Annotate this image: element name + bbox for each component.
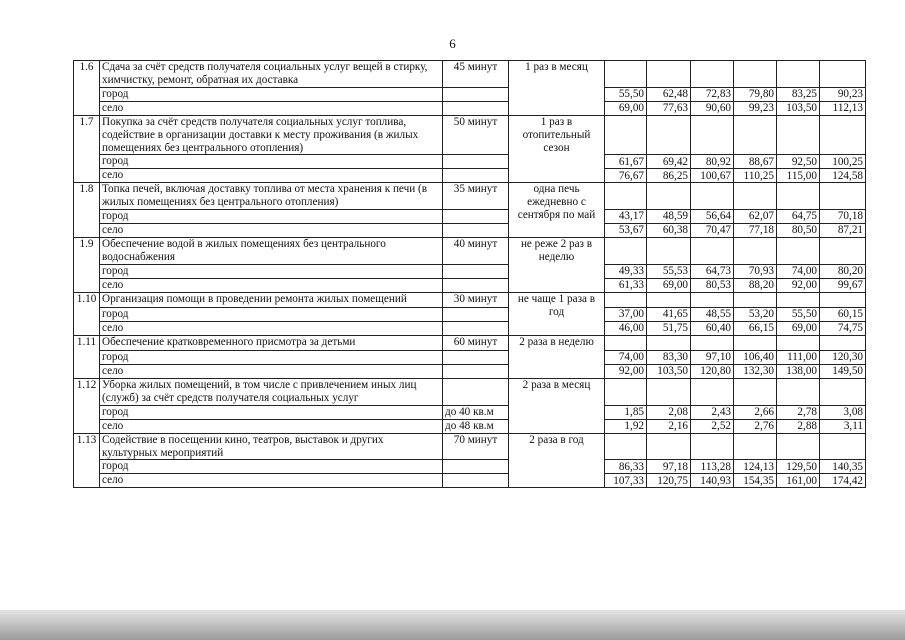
price-cell: 69,00 [777,321,820,335]
price-cell: 120,80 [691,364,734,378]
location-row [74,210,866,224]
price-cell: 129,50 [777,460,820,474]
price-cell: 70,93 [734,264,777,278]
price-empty-cell [820,433,866,460]
price-cell: 80,53 [691,278,734,292]
price-empty-cell [777,335,820,350]
price-cell: 154,35 [734,474,777,488]
price-empty-cell [691,292,734,307]
service-number: 1.9 [74,238,100,293]
price-cell: 115,00 [777,169,820,183]
price-cell: 69,00 [605,101,647,115]
price-cell: 149,50 [820,364,866,378]
service-row [74,378,866,405]
price-empty-cell [605,335,647,350]
price-cell: 61,67 [605,155,647,169]
price-cell: 174,42 [820,474,866,488]
price-cell: 41,65 [647,307,691,321]
price-cell: 66,15 [734,321,777,335]
location-row [74,460,866,474]
price-cell: 132,30 [734,364,777,378]
price-cell: 69,00 [647,278,691,292]
service-number: 1.6 [74,61,100,116]
price-empty-cell [777,61,820,88]
price-cell: 60,38 [647,224,691,238]
price-cell: 80,92 [691,155,734,169]
service-row [74,335,866,350]
service-number: 1.7 [74,115,100,183]
price-cell: 2,78 [777,405,820,419]
area-limit [443,264,509,278]
price-cell: 90,23 [820,87,866,101]
price-cell: 2,52 [691,419,734,433]
location-row [74,405,866,419]
area-limit [443,210,509,224]
location-row [74,264,866,278]
price-cell: 61,33 [605,278,647,292]
price-empty-cell [734,378,777,405]
location-label: город [100,155,443,169]
service-number: 1.11 [74,335,100,378]
frequency: не реже 2 раз в неделю [509,238,605,293]
price-cell: 74,75 [820,321,866,335]
scan-background-edge [0,610,905,640]
frequency: 1 раз в месяц [509,61,605,116]
price-cell: 140,35 [820,460,866,474]
price-empty-cell [605,292,647,307]
area-limit [443,224,509,238]
frequency: 1 раз в отопительный сезон [509,115,605,183]
price-empty-cell [820,378,866,405]
time-norm: 45 минут [443,61,509,88]
price-cell: 113,28 [691,460,734,474]
price-cell: 70,47 [691,224,734,238]
price-empty-cell [777,433,820,460]
price-cell: 92,50 [777,155,820,169]
time-norm: 40 минут [443,238,509,265]
area-limit [443,87,509,101]
price-cell: 76,67 [605,169,647,183]
price-cell: 111,00 [777,350,820,364]
area-limit [443,474,509,488]
frequency: не чаще 1 раза в год [509,292,605,335]
service-number: 1.8 [74,183,100,238]
price-empty-cell [734,292,777,307]
location-row [74,169,866,183]
price-empty-cell [734,61,777,88]
price-cell: 53,20 [734,307,777,321]
location-label: город [100,210,443,224]
price-cell: 138,00 [777,364,820,378]
price-cell: 79,80 [734,87,777,101]
price-empty-cell [647,183,691,210]
price-cell: 120,30 [820,350,866,364]
frequency: 2 раза в год [509,433,605,488]
price-cell: 80,20 [820,264,866,278]
price-cell: 92,00 [777,278,820,292]
location-label: село [100,364,443,378]
service-number: 1.10 [74,292,100,335]
price-cell: 83,30 [647,350,691,364]
price-cell: 51,75 [647,321,691,335]
price-empty-cell [647,61,691,88]
price-empty-cell [820,183,866,210]
price-cell: 99,23 [734,101,777,115]
price-cell: 64,75 [777,210,820,224]
price-cell: 97,10 [691,350,734,364]
price-cell: 53,67 [605,224,647,238]
price-cell: 62,48 [647,87,691,101]
area-limit [443,307,509,321]
price-empty-cell [691,378,734,405]
service-name: Обеспечение водой в жилых помещениях без центрального водоснабжения [100,238,443,265]
price-empty-cell [691,115,734,155]
price-empty-cell [734,335,777,350]
price-empty-cell [820,238,866,265]
location-row [74,321,866,335]
price-empty-cell [734,238,777,265]
price-cell: 83,25 [777,87,820,101]
price-cell: 2,16 [647,419,691,433]
price-cell: 74,00 [605,350,647,364]
price-cell: 112,13 [820,101,866,115]
price-cell: 120,75 [647,474,691,488]
service-row [74,115,866,155]
price-cell: 77,63 [647,101,691,115]
time-norm: 50 минут [443,115,509,155]
price-empty-cell [691,61,734,88]
price-empty-cell [777,292,820,307]
price-cell: 2,66 [734,405,777,419]
price-cell: 70,18 [820,210,866,224]
price-cell: 97,18 [647,460,691,474]
price-cell: 92,00 [605,364,647,378]
price-cell: 74,00 [777,264,820,278]
price-empty-cell [777,238,820,265]
location-row [74,419,866,433]
service-row [74,183,866,210]
price-cell: 103,50 [647,364,691,378]
location-label: город [100,87,443,101]
location-row [74,278,866,292]
services-tariff-table [73,60,866,488]
service-row [74,292,866,307]
price-empty-cell [605,183,647,210]
area-limit [443,460,509,474]
location-row [74,364,866,378]
price-cell: 1,85 [605,405,647,419]
price-empty-cell [777,378,820,405]
area-limit [443,364,509,378]
location-row [74,224,866,238]
area-limit: до 48 кв.м [443,419,509,433]
price-cell: 49,33 [605,264,647,278]
service-row [74,433,866,460]
price-cell: 60,15 [820,307,866,321]
price-cell: 140,93 [691,474,734,488]
price-cell: 46,00 [605,321,647,335]
page-number: 6 [449,36,456,51]
location-label: село [100,169,443,183]
frequency: одна печь ежедневно с сентября по май [509,183,605,238]
location-label: село [100,224,443,238]
area-limit [443,350,509,364]
location-label: город [100,405,443,419]
location-row [74,101,866,115]
service-name: Содействие в посещении кино, театров, выставок и других культурных мероприятий [100,433,443,460]
service-number: 1.12 [74,378,100,433]
location-label: село [100,474,443,488]
price-cell: 72,83 [691,87,734,101]
location-label: село [100,419,443,433]
time-norm: 35 минут [443,183,509,210]
location-row [74,474,866,488]
area-limit [443,169,509,183]
location-label: село [100,321,443,335]
location-row [74,87,866,101]
price-cell: 43,17 [605,210,647,224]
time-norm: 60 минут [443,335,509,350]
price-cell: 124,58 [820,169,866,183]
price-empty-cell [647,238,691,265]
price-cell: 106,40 [734,350,777,364]
price-cell: 90,60 [691,101,734,115]
price-cell: 100,25 [820,155,866,169]
price-cell: 103,50 [777,101,820,115]
price-empty-cell [647,292,691,307]
price-empty-cell [820,61,866,88]
service-number: 1.13 [74,433,100,488]
price-empty-cell [647,115,691,155]
time-norm: 70 минут [443,433,509,460]
location-label: город [100,307,443,321]
price-cell: 56,64 [691,210,734,224]
price-empty-cell [647,433,691,460]
location-row [74,350,866,364]
price-empty-cell [820,335,866,350]
price-cell: 55,50 [605,87,647,101]
price-empty-cell [777,115,820,155]
price-cell: 2,43 [691,405,734,419]
price-cell: 100,67 [691,169,734,183]
price-empty-cell [691,433,734,460]
price-cell: 3,11 [820,419,866,433]
price-cell: 55,50 [777,307,820,321]
price-empty-cell [820,115,866,155]
service-name: Обеспечение кратковременного присмотра за детьми [100,335,443,350]
price-cell: 86,33 [605,460,647,474]
price-empty-cell [605,61,647,88]
price-cell: 64,73 [691,264,734,278]
price-cell: 87,21 [820,224,866,238]
price-empty-cell [605,115,647,155]
area-limit [443,321,509,335]
service-name: Покупка за счёт средств получателя социальных услуг топлива, содействие в организации доставки к месту проживания (в жилых помещениях без центрального отопления) [100,115,443,155]
service-name: Организация помощи в проведении ремонта жилых помещений [100,292,443,307]
price-cell: 55,53 [647,264,691,278]
area-limit: до 40 кв.м [443,405,509,419]
price-cell: 88,67 [734,155,777,169]
price-cell: 48,55 [691,307,734,321]
location-row [74,307,866,321]
price-cell: 80,50 [777,224,820,238]
area-limit [443,278,509,292]
frequency: 2 раза в месяц [509,378,605,433]
price-empty-cell [605,433,647,460]
price-cell: 62,07 [734,210,777,224]
price-empty-cell [734,433,777,460]
price-empty-cell [647,335,691,350]
price-cell: 88,20 [734,278,777,292]
service-name: Сдача за счёт средств получателя социальных услуг вещей в стирку, химчистку, ремонт, обратная их доставка [100,61,443,88]
price-cell: 124,13 [734,460,777,474]
service-name: Уборка жилых помещений, в том числе с привлечением иных лиц (служб) за счёт средств получателя социальных услуг [100,378,443,405]
price-empty-cell [734,115,777,155]
price-empty-cell [691,183,734,210]
time-norm [443,378,509,405]
location-label: город [100,350,443,364]
price-empty-cell [647,378,691,405]
location-row [74,155,866,169]
price-empty-cell [777,183,820,210]
service-row [74,238,866,265]
service-row [74,61,866,88]
price-empty-cell [691,335,734,350]
price-cell: 1,92 [605,419,647,433]
area-limit [443,101,509,115]
price-empty-cell [691,238,734,265]
price-cell: 2,88 [777,419,820,433]
area-limit [443,155,509,169]
price-cell: 161,00 [777,474,820,488]
price-empty-cell [605,238,647,265]
price-empty-cell [734,183,777,210]
price-cell: 2,76 [734,419,777,433]
location-label: город [100,460,443,474]
price-cell: 77,18 [734,224,777,238]
location-label: село [100,278,443,292]
price-cell: 99,67 [820,278,866,292]
price-empty-cell [605,378,647,405]
price-cell: 37,00 [605,307,647,321]
price-cell: 2,08 [647,405,691,419]
price-cell: 110,25 [734,169,777,183]
price-cell: 60,40 [691,321,734,335]
frequency: 2 раза в неделю [509,335,605,378]
service-name: Топка печей, включая доставку топлива от места хранения к печи (в жилых помещениях без центрального отопления) [100,183,443,210]
location-label: город [100,264,443,278]
price-cell: 48,59 [647,210,691,224]
price-cell: 107,33 [605,474,647,488]
price-cell: 3,08 [820,405,866,419]
price-cell: 69,42 [647,155,691,169]
time-norm: 30 минут [443,292,509,307]
price-empty-cell [820,292,866,307]
price-cell: 86,25 [647,169,691,183]
location-label: село [100,101,443,115]
